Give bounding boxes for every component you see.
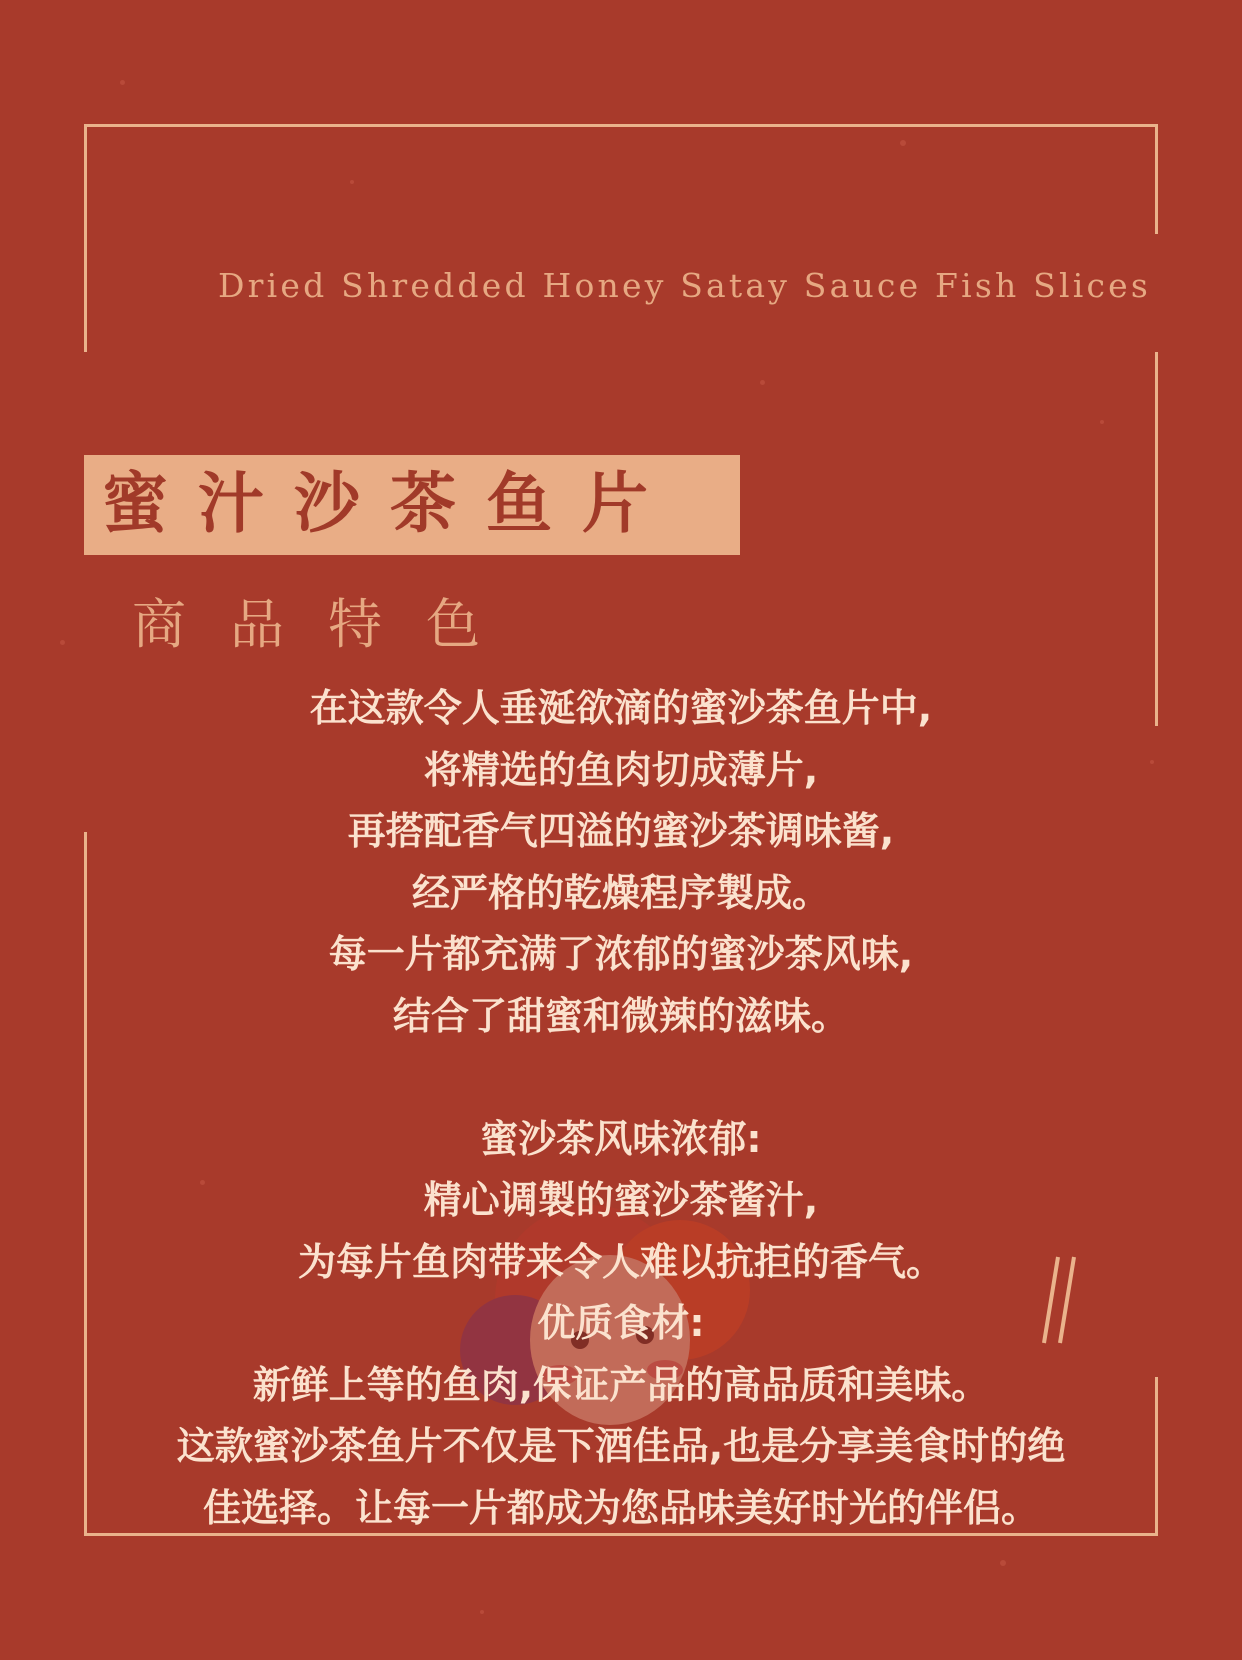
- section-title: 商品特色: [132, 593, 524, 656]
- feature-heading: 蜜沙茶风味浓郁:: [480, 1116, 762, 1161]
- description-line: 每一片都充满了浓郁的蜜沙茶风味,: [328, 932, 914, 976]
- description-line: 佳选择。让每一片都成为您品味美好时光的伴侣。: [202, 1485, 1039, 1530]
- frame-right-upper-line: [1155, 124, 1158, 234]
- description-line: 再搭配香气四溢的蜜沙茶调味酱,: [347, 809, 895, 853]
- product-description: [70, 678, 1172, 1539]
- frame-left-upper-line: [84, 124, 87, 352]
- frame-right-middle-line: [1155, 352, 1158, 726]
- product-title: 蜜汁沙茶鱼片: [102, 464, 678, 542]
- english-title: Dried Shredded Honey Satay Sauce Fish Slices: [218, 266, 1152, 305]
- description-line: 为每片鱼肉带来令人难以抗拒的香气。: [297, 1239, 944, 1284]
- feature-heading: 优质食材:: [537, 1301, 705, 1345]
- description-line: 这款蜜沙茶鱼片不仅是下酒佳品,也是分享美食时的绝: [176, 1424, 1066, 1468]
- description-line: 新鲜上等的鱼肉,保证产品的高品质和美味。: [252, 1362, 990, 1407]
- description-line: 结合了甜蜜和微辣的滋味。: [392, 993, 849, 1038]
- description-line: 经严格的乾燥程序製成。: [411, 870, 830, 915]
- frame-top-line: [84, 124, 1158, 127]
- paragraph-gap: [70, 1047, 1172, 1109]
- description-line: 在这款令人垂涎欲滴的蜜沙茶鱼片中,: [309, 686, 933, 730]
- description-line: 将精选的鱼肉切成薄片,: [423, 747, 819, 792]
- description-line: 精心调製的蜜沙茶酱汁,: [423, 1178, 819, 1222]
